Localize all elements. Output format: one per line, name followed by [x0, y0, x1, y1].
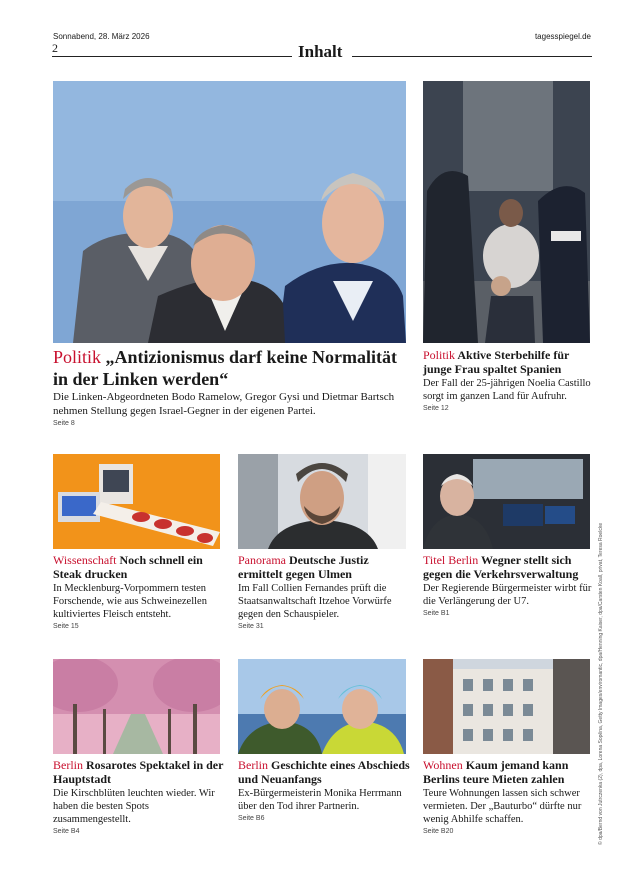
article-headline[interactable]: Wissenschaft Noch schnell ein Steak drucken — [53, 553, 203, 581]
article-category: Berlin — [238, 758, 268, 772]
article-page-ref: Seite 15 — [53, 623, 79, 630]
article-berlin-kirschblueten[interactable] — [53, 758, 225, 835]
article-teaser: Im Fall Collien Fernandes prüft die Staatsanwaltschaft Itzehoe Vorwürfe gegen den Schauspieler. — [238, 583, 392, 620]
article-page-ref: Seite B20 — [423, 828, 454, 835]
ulmen-portrait[interactable] — [238, 454, 406, 549]
article-politik-sterbehilfe[interactable] — [423, 348, 593, 412]
article-teaser: Ex-Bürgermeisterin Monika Herrmann über den Tod ihrer Partnerin. — [238, 788, 402, 812]
article-berlin-wegner[interactable] — [423, 553, 593, 617]
article-category: Politik — [423, 348, 456, 362]
article-headline[interactable]: Wohnen Kaum jemand kann Berlins teure Mieten zahlen — [423, 758, 569, 786]
article-teaser: Die Kirschblüten leuchten wieder. Wir haben die besten Spots zusammengestellt. — [53, 788, 215, 825]
cyclists-photo[interactable] — [238, 659, 406, 754]
issue-date: Sonnabend, 28. März 2026 — [53, 32, 150, 41]
article-wissenschaft-steak[interactable] — [53, 553, 225, 630]
article-berlin-herrmann[interactable] — [238, 758, 410, 822]
article-page-ref: Seite 12 — [423, 405, 449, 412]
article-headline[interactable]: Berlin Rosarotes Spektakel in der Hauptstadt — [53, 758, 224, 786]
article-page-ref: Seite 8 — [53, 420, 75, 427]
article-teaser: In Mecklenburg-Vorpommern testen Forschende, wie aus Schweinezellen kultiviertes Fleisch entsteht. — [53, 583, 207, 620]
article-politik-linke[interactable] — [53, 346, 408, 427]
article-headline[interactable]: Titel Berlin Wegner stellt sich gegen die Verkehrsverwaltung — [423, 553, 579, 581]
article-page-ref: Seite B6 — [238, 815, 265, 822]
wegner-subway-photo[interactable] — [423, 454, 590, 549]
article-wohnen-mieten[interactable] — [423, 758, 595, 835]
police-photo[interactable] — [423, 81, 590, 343]
page-number: 2 — [52, 41, 58, 55]
header-rule-right — [352, 56, 592, 57]
section-title: Inhalt — [298, 42, 343, 61]
article-category: Wohnen — [423, 758, 463, 772]
article-headline[interactable]: Politik „Antizionismus darf keine Normalität in der Linken werden“ — [53, 347, 398, 389]
apartment-building-photo[interactable] — [423, 659, 590, 754]
article-teaser: Die Linken-Abgeordneten Bodo Ramelow, Gregor Gysi und Dietmar Bartsch nehmen Stellung gegen Israel-Gegner in der eigenen Partei. — [53, 391, 395, 417]
article-page-ref: Seite B1 — [423, 610, 450, 617]
article-category: Wissenschaft — [53, 553, 117, 567]
article-teaser: Der Fall der 25-jährigen Noelia Castillo sorgt im ganzen Land für Aufruhr. — [423, 378, 591, 402]
article-headline[interactable]: Panorama Deutsche Justiz ermittelt gegen Ulmen — [238, 553, 369, 581]
article-page-ref: Seite B4 — [53, 828, 80, 835]
article-panorama-ulmen[interactable] — [238, 553, 410, 630]
article-category: Titel Berlin — [423, 553, 479, 567]
article-category: Panorama — [238, 553, 286, 567]
article-headline[interactable]: Berlin Geschichte eines Abschieds und Neuanfangs — [238, 758, 410, 786]
article-teaser: Der Regierende Bürgermeister wirbt für die Verlängerung der U7. — [423, 583, 592, 607]
article-headline[interactable]: Politik Aktive Sterbehilfe für junge Frau spaltet Spanien — [423, 348, 570, 376]
article-category: Politik — [53, 347, 102, 367]
article-teaser: Teure Wohnungen lassen sich schwer vermieten. Der „Bauturbo“ dürfte nur wenig Abhilfe schaffen. — [423, 788, 582, 825]
photo-credits: © dpa/Bernd von Jutrczenka (2), dpa, Lorena Sopêna, Getty Images/enviromantic, dpa/Henning Kaiser, dpa/Carsten Koall, privat, Teresa Roelcke — [598, 522, 604, 845]
steak-printer-illustration[interactable] — [53, 454, 220, 549]
cherry-blossom-photo[interactable] — [53, 659, 220, 754]
politicians-photo[interactable] — [53, 81, 406, 343]
site-name[interactable]: tagesspiegel.de — [534, 32, 591, 41]
article-page-ref: Seite 31 — [238, 623, 264, 630]
article-category: Berlin — [53, 758, 83, 772]
header-rule-left — [52, 56, 292, 57]
